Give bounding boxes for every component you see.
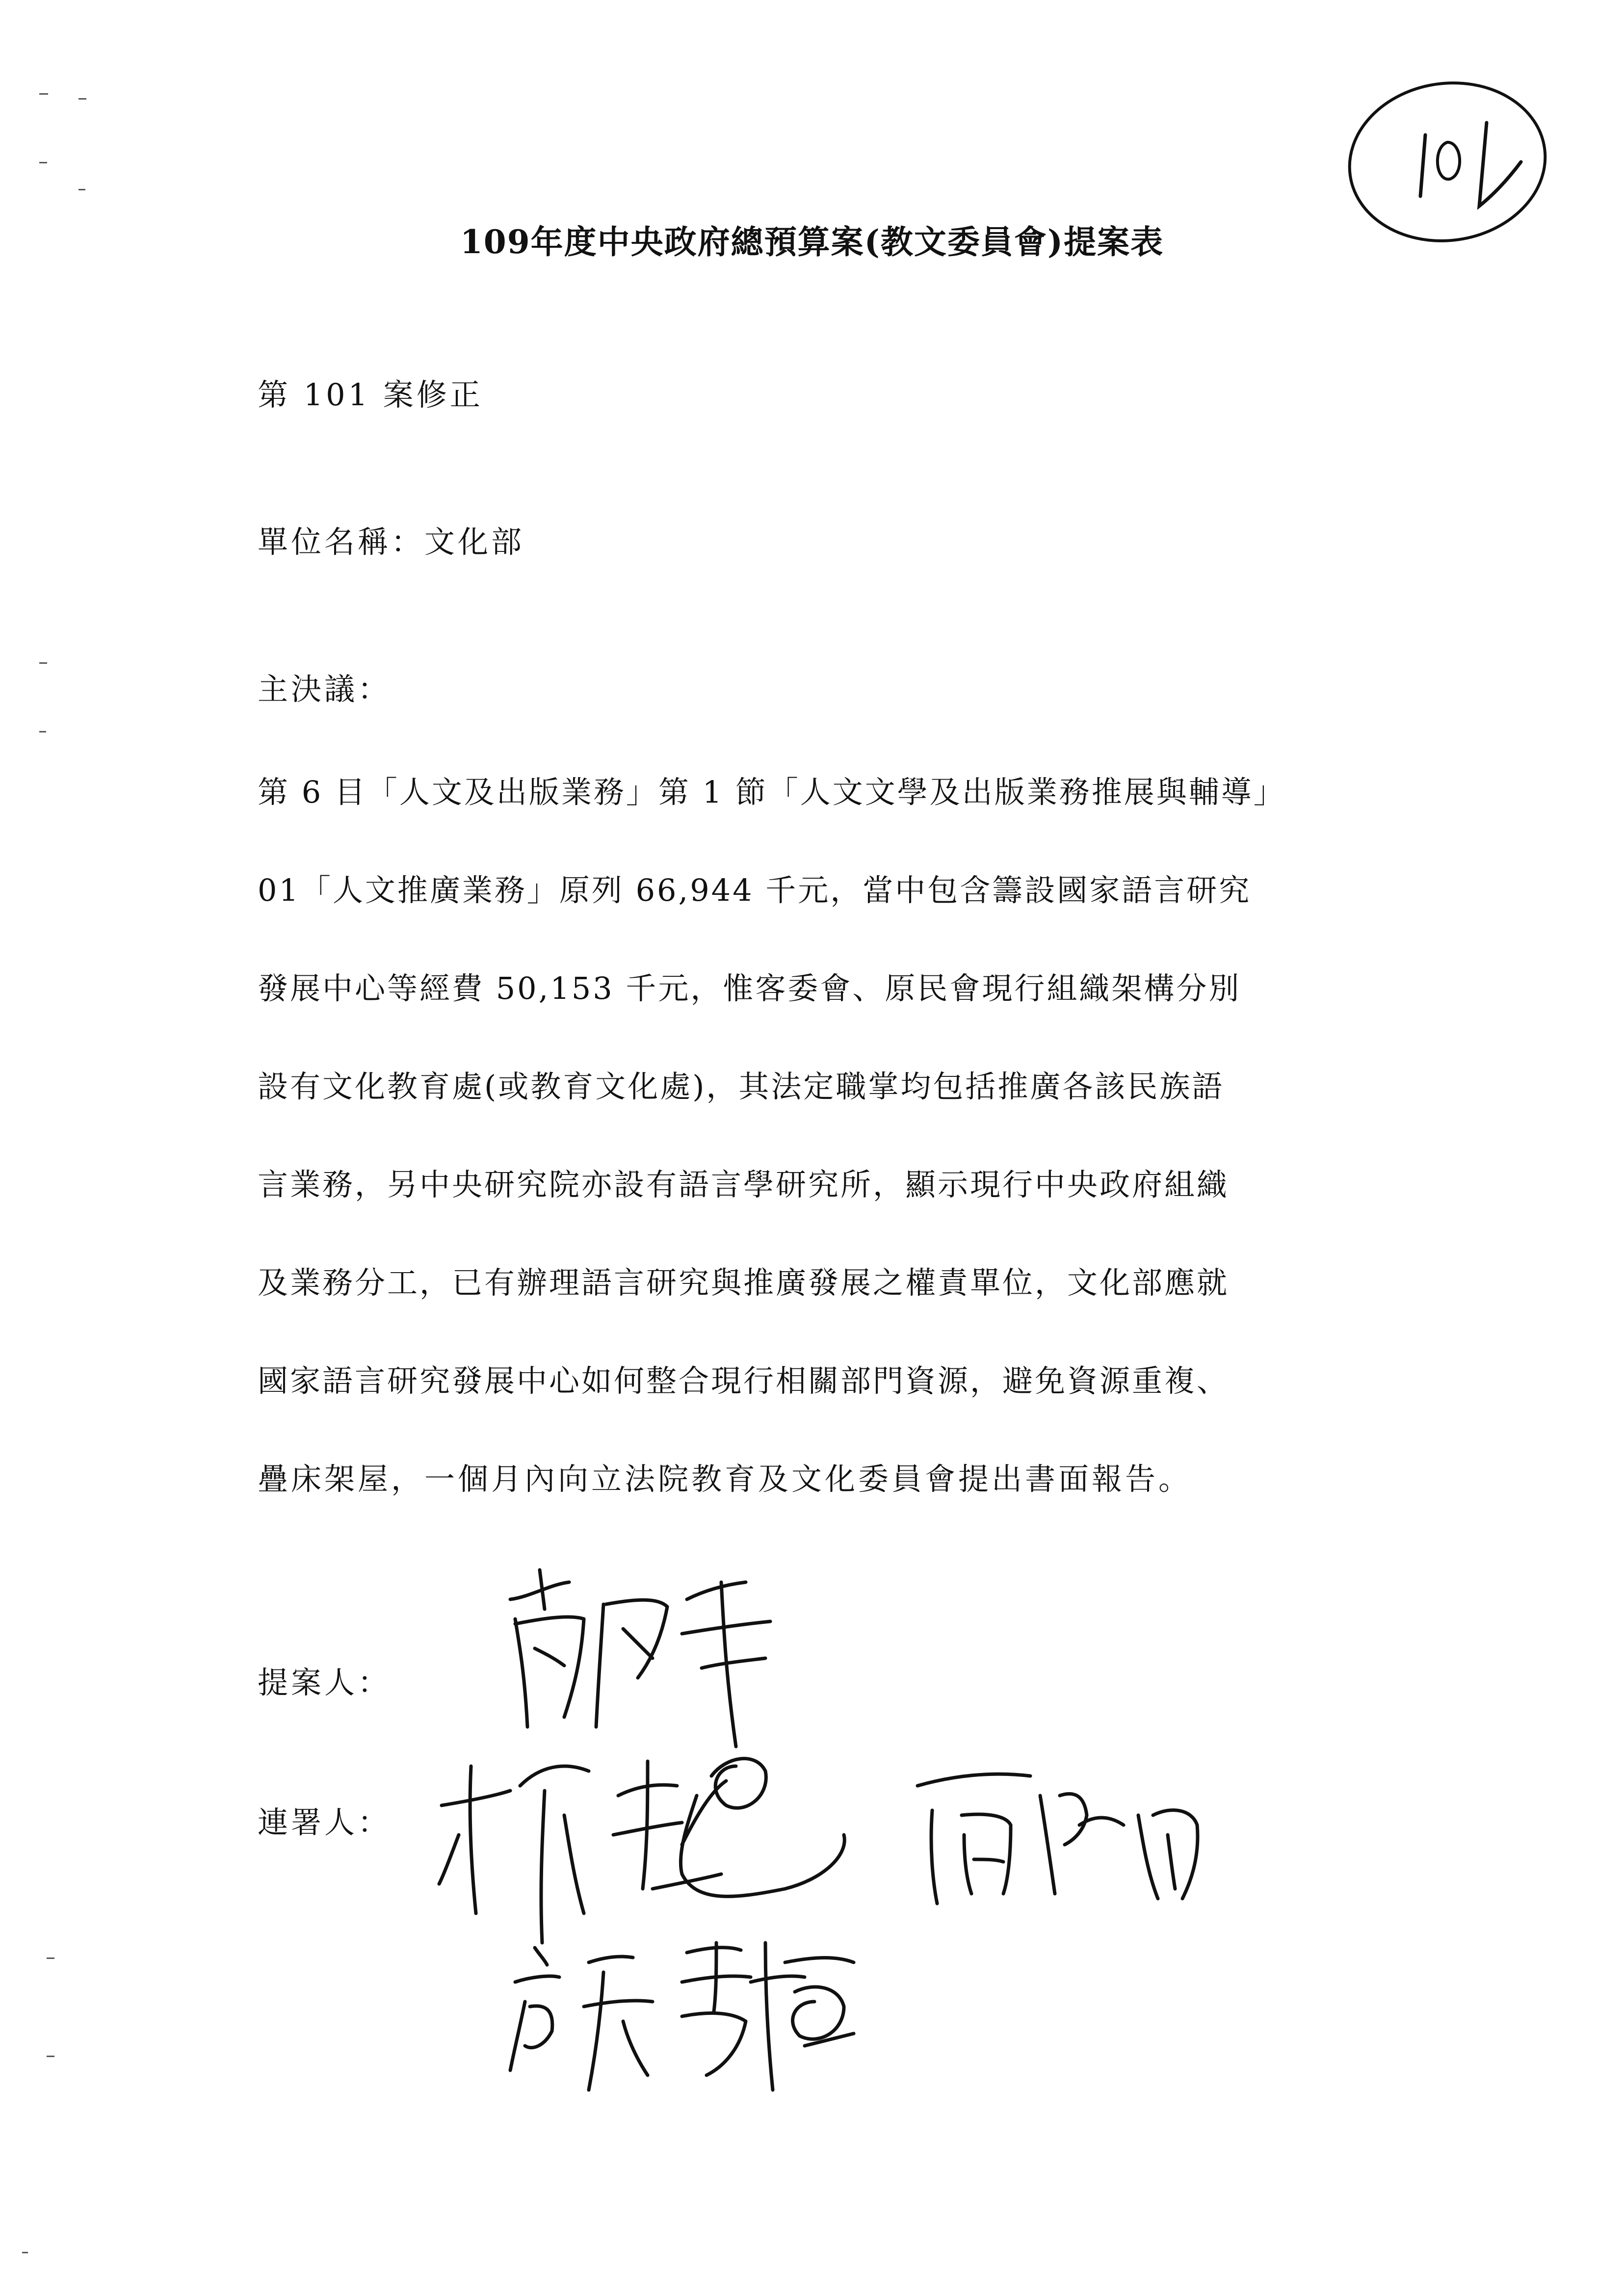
body-text-line: 言業務，另中央研究院亦設有語言學研究所，顯示現行中央政府組織 <box>258 1167 1230 1202</box>
body-text-line: 及業務分工，已有辦理語言研究與推廣發展之權責單位，文化部應就 <box>258 1265 1230 1301</box>
body-text-line: 第 6 目「人文及出版業務」第 1 節「人文文學及出版業務推展與輔導」 <box>258 774 1286 810</box>
body-text-line: 發展中心等經費 50,153 千元，惟客委會、原民會現行組織架構分別 <box>258 970 1241 1006</box>
cosigner-label: 連署人： <box>258 1804 392 1840</box>
proposer-label: 提案人： <box>258 1665 392 1700</box>
body-text-line: 設有文化教育處(或教育文化處)，其法定職掌均包括推廣各該民族語 <box>258 1069 1225 1104</box>
body-text-line: 國家語言研究發展中心如何整合現行相關部門資源，避免資源重複、 <box>258 1363 1230 1399</box>
case-number-line: 第 101 案修正 <box>258 377 483 413</box>
unit-name-line: 單位名稱：文化部 <box>258 524 525 560</box>
resolution-label: 主決議： <box>258 671 392 707</box>
body-text-line: 01「人文推廣業務」原列 66,944 千元，當中包含籌設國家語言研究 <box>258 872 1252 908</box>
page-title: 109年度中央政府總預算案(教文委員會)提案表 <box>460 223 1164 261</box>
body-text-line: 疊床架屋，一個月內向立法院教育及文化委員會提出書面報告。 <box>258 1461 1192 1497</box>
